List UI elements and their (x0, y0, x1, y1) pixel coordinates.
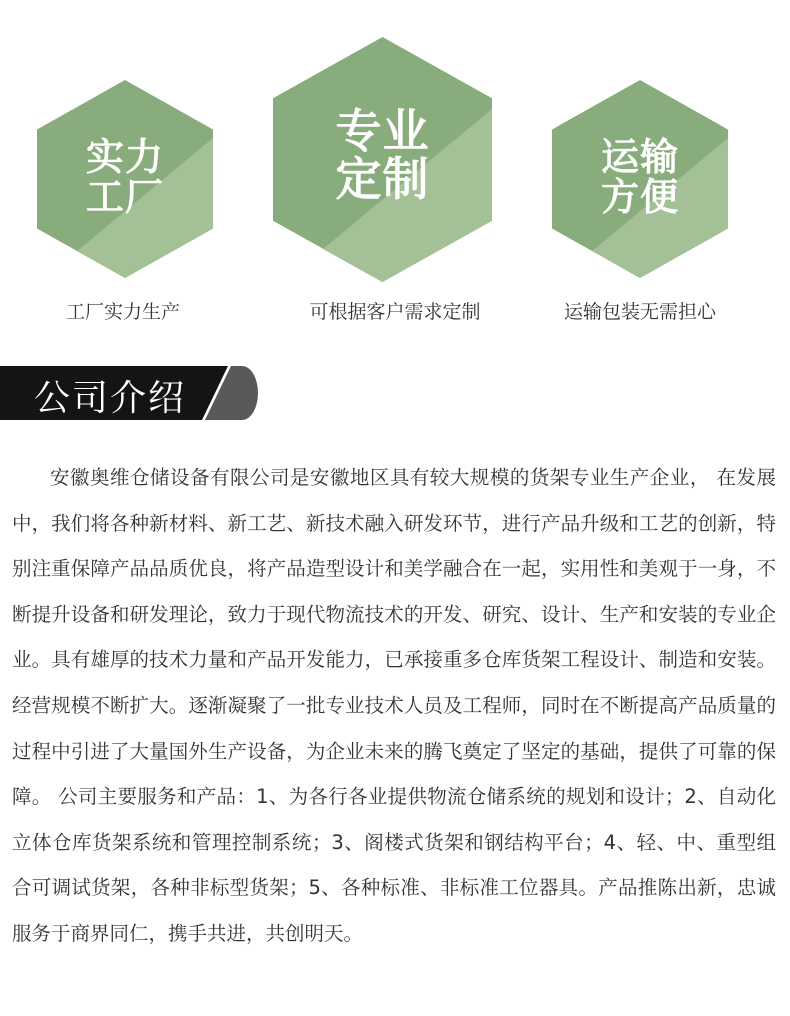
hexagon-line-2: 定制 (335, 152, 430, 207)
company-intro-paragraph: 安徽奥维仓储设备有限公司是安徽地区具有较大规模的货架专业生产企业， 在发展中，我们将各种新材料、新工艺、新技术融入研发环节，进行产品升级和工艺的创新，特别注重保障产品品质优良，将产品造型设计和美学融合在一起，实用性和美观于一身，不断提升设备和研发理论，致力于现代物流技术的开发、研究、设计、生产和安装的专业企业。具有雄厚的技术力量和产品开发能力，已承接重多仓库货架工程设计、制造和安装。经营规模不断扩大。逐渐凝聚了一批专业技术人员及工程师，同时在不断提高产品质量的过程中引进了大量国外生产设备，为企业未来的腾飞奠定了坚定的基础，提供了可靠的保障。 公司主要服务和产品：1、为各行各业提供物流仓储系统的规划和设计；2、自动化立体仓库货架系统和管理控制系统；3、阁楼式货架和钢结构平台；4、轻、中、重型组合可调试货架，各种非标型货架；5、各种标准、非标准工位器具。产品推陈出新，忠诚服务于商界同仁，携手共进，共创明天。 (12, 466, 776, 945)
hexagon-line-1: 实力 (85, 135, 164, 179)
feature-caption-strength: 工厂实力生产 (65, 301, 180, 323)
hexagon-text-strength (37, 135, 213, 219)
feature-caption-shipping: 运输包装无需担心 (563, 301, 716, 323)
hexagon-line-2: 工厂 (85, 174, 164, 219)
feature-custom-made (273, 37, 492, 282)
hexagon-line-1: 运输 (600, 135, 679, 179)
hexagon-line-1: 专业 (335, 104, 430, 158)
feature-caption-custom: 可根据客户需求定制 (309, 301, 481, 323)
section-header-company-intro (0, 366, 258, 420)
feature-strength-factory (37, 80, 213, 278)
section-title: 公司介绍 (34, 378, 187, 419)
hexagon-line-2: 方便 (600, 174, 679, 219)
feature-easy-shipping (552, 80, 728, 278)
hexagon-text-custom (273, 104, 492, 207)
hexagon-text-shipping (552, 135, 728, 219)
